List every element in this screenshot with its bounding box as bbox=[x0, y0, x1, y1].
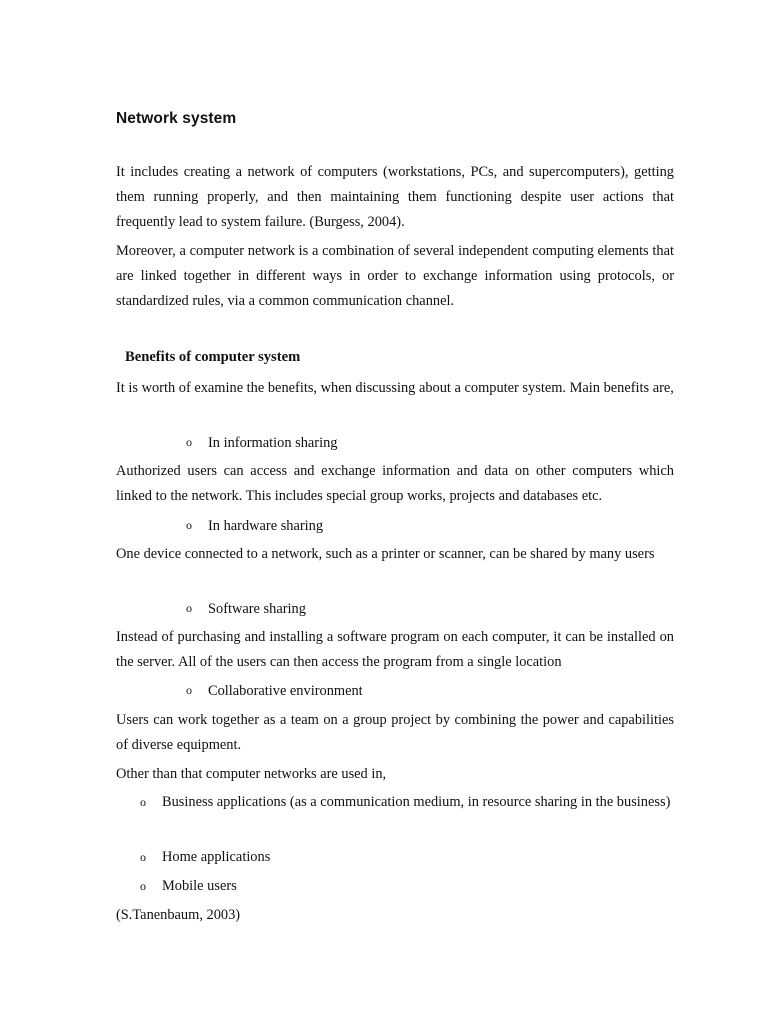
benefit-item-software-sharing bbox=[186, 598, 306, 619]
bullet-marker: o bbox=[140, 850, 146, 864]
paragraph-network-moreover: Moreover, a computer network is a combination of several independent computing elements that are linked together in different ways in order to exchange information using protocols, or standardized rules, via a common communication channel. bbox=[116, 243, 674, 309]
use-item-business-applications bbox=[140, 790, 674, 815]
use-item-mobile-users bbox=[140, 874, 674, 899]
paragraph-network-definition: It includes creating a network of computers (workstations, PCs, and supercomputers), getting them running properly, and then maintaining them functioning despite user actions that frequently lead to system failure. (Burgess, 2004). bbox=[116, 164, 674, 230]
benefit-title: In hardware sharing bbox=[208, 518, 324, 534]
bullet-marker: o bbox=[186, 435, 192, 449]
section-heading-benefits: Benefits of computer system bbox=[125, 349, 301, 365]
benefit-title: In information sharing bbox=[208, 435, 338, 451]
section-heading-network-system: Network system bbox=[116, 110, 237, 127]
citation: (S.Tanenbaum, 2003) bbox=[116, 907, 241, 923]
benefit-item-collaborative-environment bbox=[186, 680, 363, 701]
use-item-text: Mobile users bbox=[162, 878, 237, 894]
use-item-text: Home applications bbox=[162, 849, 271, 865]
use-item-text: Business applications (as a communication medium, in resource sharing in the business) bbox=[162, 794, 671, 810]
bullet-marker: o bbox=[140, 795, 146, 809]
benefit-description-hardware-sharing: One device connected to a network, such as a printer or scanner, can be shared by many users bbox=[116, 546, 655, 562]
benefit-description-collaborative-environment: Users can work together as a team on a group project by combining the power and capabilities of diverse equipment. bbox=[116, 712, 674, 753]
bullet-marker: o bbox=[140, 879, 146, 893]
document-page bbox=[116, 0, 674, 1024]
bullet-marker: o bbox=[186, 601, 192, 615]
use-item-home-applications bbox=[140, 845, 674, 870]
bullet-marker: o bbox=[186, 518, 192, 532]
benefit-title: Software sharing bbox=[208, 601, 306, 617]
benefit-title: Collaborative environment bbox=[208, 683, 363, 699]
benefit-item-information-sharing bbox=[186, 432, 338, 453]
benefit-item-hardware-sharing bbox=[186, 515, 323, 536]
bullet-marker: o bbox=[186, 683, 192, 697]
paragraph-benefits-intro: It is worth of examine the benefits, when discussing about a computer system. Main benefits are, bbox=[116, 380, 674, 396]
paragraph-uses-intro: Other than that computer networks are used in, bbox=[116, 766, 387, 782]
benefit-description-information-sharing: Authorized users can access and exchange information and data on other computers which linked to the network. This includes special group works, projects and databases etc. bbox=[116, 463, 674, 504]
benefit-description-software-sharing: Instead of purchasing and installing a software program on each computer, it can be installed on the server. All of the users can then access the program from a single location bbox=[116, 629, 674, 670]
